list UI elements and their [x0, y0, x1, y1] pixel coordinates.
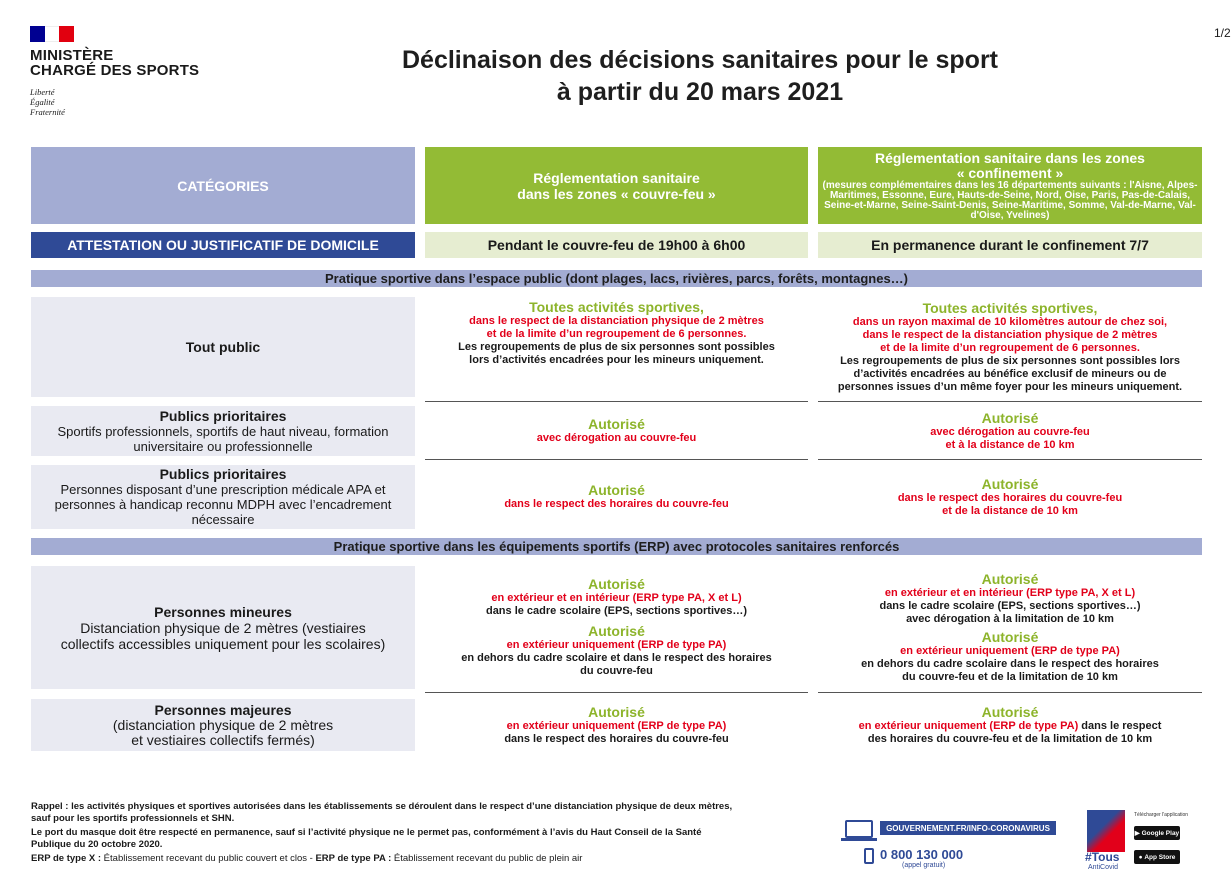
categories-header: CATÉGORIES: [31, 147, 415, 224]
attestation-label: ATTESTATION OU JUSTIFICATIF DE DOMICILE: [31, 232, 415, 258]
mineurs-c2-red1: en extérieur et en intérieur (ERP type PA, X et L): [884, 586, 1136, 599]
curfew-header-line2: dans les zones « couvre-feu »: [517, 185, 716, 202]
erp-x-text: Établissement recevant du public couvert et clos -: [101, 853, 316, 864]
lockdown-header-line1: Réglementation sanitaire dans les zones: [875, 149, 1145, 166]
row-label-prio2: [31, 465, 415, 529]
erp-pa-label: ERP de type PA :: [315, 853, 392, 864]
mineurs-c1-red1: en extérieur et en intérieur (ERP type PA, X et L): [491, 592, 742, 604]
prio1-c1-red1: avec dérogation au couvre-feu: [536, 432, 697, 444]
motto-fraternite: Fraternité: [30, 107, 65, 117]
footer-erp-line: [31, 853, 831, 865]
prio1-line2: universitaire ou professionnelle: [133, 438, 313, 454]
prio1-title: Publics prioritaires: [159, 407, 287, 424]
majeurs-c2-red: en extérieur uniquement (ERP de type PA): [858, 719, 1079, 732]
phone-number[interactable]: 0 800 130 000: [880, 847, 964, 862]
mineurs-c1-black2: en dehors du cadre scolaire et dans le respect des horaires: [461, 652, 772, 664]
prio2-c2-green: Autorisé: [981, 475, 1039, 492]
tout-public-c1-red2: et de la limite d’un regroupement de 6 personnes.: [486, 327, 747, 340]
page-title: [300, 44, 1100, 108]
mineurs-line2: collectifs accessibles uniquement pour les scolaires): [60, 635, 386, 652]
mineurs-c2-black1b: avec dérogation à la limitation de 10 km: [906, 612, 1114, 625]
mineurs-c2-green1: Autorisé: [981, 570, 1039, 587]
row-label-majeurs: [31, 699, 415, 751]
tout-public-c2-green: Toutes activités sportives,: [922, 299, 1098, 316]
divider: [818, 459, 1202, 460]
prio2-line2: personnes à handicap reconnu MDPH avec l’encadrement: [54, 497, 392, 512]
mineurs-line1: Distanciation physique de 2 mètres (vestiaires: [80, 619, 366, 636]
mineurs-c1-green1: Autorisé: [588, 576, 645, 592]
curfew-header: [425, 147, 808, 224]
footer-line4: Publique du 20 octobre 2020.: [31, 839, 163, 850]
mineurs-c2-black3: du couvre-feu et de la limitation de 10 km: [902, 670, 1118, 683]
majeurs-c1-black: dans le respect des horaires du couvre-feu: [504, 732, 729, 745]
divider: [425, 692, 808, 693]
phone-note: (appel gratuit): [902, 862, 946, 869]
majeurs-line1: (distanciation physique de 2 mètres: [112, 716, 334, 733]
ministry-name: [30, 48, 199, 78]
mineurs-c2-black2: en dehors du cadre scolaire dans le respect des horaires: [861, 657, 1159, 670]
prio2-title: Publics prioritaires: [159, 466, 287, 482]
motto-egalite: Égalité: [30, 97, 55, 107]
tout-public-c2-red2: dans le respect de la distanciation physique de 2 mètres: [862, 328, 1158, 341]
attestation-lockdown: En permanence durant le confinement 7/7: [818, 232, 1202, 258]
lockdown-header-note: (mesures complémentaires dans les 16 départements suivants : l'Aisne, Alpes-Maritimes, Essonne, Eure, Hauts-de-Seine, Nord, Oise, Paris, Pas-de-Calais, Seine-et-Marne, Seine-Saint-Denis, Seine-Maritime, Somme, Val-de-Marne, Val-d'Oise, Yvelines): [822, 179, 1198, 221]
mineurs-c1-green2: Autorisé: [588, 623, 645, 639]
prio2-c1-green: Autorisé: [588, 482, 645, 498]
attestation-curfew: Pendant le couvre-feu de 19h00 à 6h00: [425, 232, 808, 258]
prio2-line3: nécessaire: [191, 512, 255, 527]
tout-public-c2-red3: et de la limite d’un regroupement de 6 personnes.: [880, 341, 1140, 354]
title-line1: Déclinaison des décisions sanitaires pour le sport: [401, 46, 999, 74]
prio2-c2-red2: et de la distance de 10 km: [942, 504, 1078, 517]
mineurs-c2-green2: Autorisé: [981, 628, 1039, 645]
ministry-line2: CHARGÉ DES SPORTS: [30, 62, 200, 79]
title-line2: à partir du 20 mars 2021: [556, 78, 844, 106]
majeurs-line2: et vestiaires collectifs fermés): [131, 731, 315, 748]
tout-public-c2-red1: dans un rayon maximal de 10 kilomètres autour de chez soi,: [852, 315, 1168, 328]
majeurs-c1-red: en extérieur uniquement (ERP de type PA): [506, 719, 727, 732]
prio2-curfew-cell: [425, 465, 808, 529]
mineurs-c2-black1: dans le cadre scolaire (EPS, sections sportives…): [879, 599, 1141, 612]
prio1-c2-red1: avec dérogation au couvre-feu: [930, 425, 1090, 438]
tout-public-c1-black1: Les regroupements de plus de six personnes sont possibles: [458, 340, 775, 353]
curfew-header-line1: Réglementation sanitaire: [533, 169, 700, 186]
majeurs-c2-black2: des horaires du couvre-feu et de la limitation de 10 km: [867, 732, 1153, 745]
footer-line1: Rappel : les activités physiques et sportives autorisées dans les établissements se déroulent dans le respect d’une distanciation physique de deux mètres,: [31, 801, 733, 812]
mineurs-c1-red2: en extérieur uniquement (ERP de type PA): [506, 639, 727, 651]
divider: [818, 692, 1202, 693]
tout-public-c2-black3: personnes issues d’un même foyer pour les mineurs uniquement.: [837, 380, 1183, 393]
row-label-prio1: [31, 406, 415, 456]
majeurs-c2-green: Autorisé: [981, 703, 1039, 720]
phone-icon: [864, 848, 874, 864]
tout-public-c1-red1: dans le respect de la distanciation physique de 2 mètres: [469, 314, 764, 327]
google-play-badge[interactable]: [1134, 826, 1180, 840]
tousanticovid-sub: AntiCovid: [1088, 864, 1118, 871]
ministry-line1: MINISTÈRE: [30, 47, 114, 64]
prio2-c2-red1: dans le respect des horaires du couvre-feu: [897, 491, 1123, 504]
marianne-flag: [30, 26, 74, 42]
lockdown-header: [818, 147, 1202, 224]
erp-x-label: ERP de type X :: [31, 853, 102, 864]
prio1-c2-red2: et à la distance de 10 km: [945, 438, 1075, 451]
section-public-space: Pratique sportive dans l’espace public (dont plages, lacs, rivières, parcs, forêts, montagnes…): [31, 270, 1202, 287]
prio1-lockdown-cell: [818, 406, 1202, 456]
prio1-curfew-cell: [425, 406, 808, 456]
tout-public-label: Tout public: [185, 338, 261, 355]
tout-public-lockdown-cell: [818, 297, 1202, 397]
prio2-c1-red1: dans le respect des horaires du couvre-feu: [504, 498, 729, 510]
download-label: Télécharger l'application: [1134, 812, 1189, 818]
divider: [425, 459, 808, 460]
tout-public-c2-black2: d’activités encadrées au bénéfice exclusif de mineurs ou de: [853, 367, 1167, 380]
row-label-tout-public: [31, 297, 415, 397]
app-store-label: App Store: [1144, 853, 1176, 861]
majeurs-c1-green: Autorisé: [588, 703, 645, 720]
tousanticovid-name: #Tous: [1085, 850, 1120, 864]
majeurs-title: Personnes majeures: [154, 701, 292, 718]
motto: [30, 87, 65, 117]
erp-pa-text: Établissement recevant du public de plein air: [391, 853, 583, 864]
prio1-c1-green: Autorisé: [588, 416, 645, 432]
tout-public-c1-green: Toutes activités sportives,: [529, 298, 704, 315]
mineurs-c2-red2: en extérieur uniquement (ERP de type PA): [900, 644, 1120, 657]
section-erp: Pratique sportive dans les équipements sportifs (ERP) avec protocoles sanitaires renforcés: [31, 538, 1202, 555]
prio1-line1: Sportifs professionnels, sportifs de haut niveau, formation: [57, 423, 389, 439]
prio2-line1: Personnes disposant d’une prescription médicale APA et: [60, 482, 386, 497]
apple-icon: ●: [1138, 853, 1145, 861]
laptop-base-icon: [841, 838, 877, 841]
majeurs-curfew-cell: [425, 699, 808, 751]
laptop-icon: [845, 820, 873, 838]
mineurs-c1-black1: dans le cadre scolaire (EPS, sections sportives…): [485, 605, 748, 617]
tousanticovid-logo: [1087, 810, 1125, 852]
divider: [818, 401, 1202, 402]
mineurs-curfew-cell: [425, 566, 808, 689]
tout-public-c1-black2: lors d’activités encadrées pour les mineurs uniquement.: [469, 353, 764, 366]
tout-public-c2-black1: Les regroupements de plus de six personnes sont possibles lors: [840, 354, 1180, 367]
app-store-badge[interactable]: [1134, 850, 1180, 864]
google-play-label: Google Play: [1141, 829, 1180, 837]
divider: [425, 401, 808, 402]
mineurs-lockdown-cell: [818, 566, 1202, 689]
majeurs-lockdown-cell: [818, 699, 1202, 751]
majeurs-c2-line: [859, 720, 1162, 733]
prio2-lockdown-cell: [818, 465, 1202, 529]
mineurs-title: Personnes mineures: [154, 603, 292, 620]
lockdown-header-line2: « confinement »: [956, 164, 1064, 181]
motto-liberte: Liberté: [30, 87, 55, 97]
footer-notes: [31, 801, 831, 865]
page-number: 1/2: [1214, 26, 1231, 40]
tout-public-curfew-cell: [425, 297, 808, 397]
majeurs-c2-black1: dans le respect: [1078, 719, 1162, 732]
footer-line2: sauf pour les sportifs professionnels et SHN.: [31, 813, 235, 824]
prio1-c2-green: Autorisé: [981, 409, 1039, 426]
website-link[interactable]: GOUVERNEMENT.FR/INFO-CORONAVIRUS: [880, 821, 1056, 835]
footer-line3: Le port du masque doit être respecté en permanence, sauf si l’activité physique ne le permet pas, conformément à l’avis du Haut Conseil de la Santé: [31, 827, 702, 838]
mineurs-c1-black3: du couvre-feu: [580, 665, 653, 677]
google-play-icon: ▶: [1134, 830, 1142, 837]
row-label-mineurs: [31, 566, 415, 689]
